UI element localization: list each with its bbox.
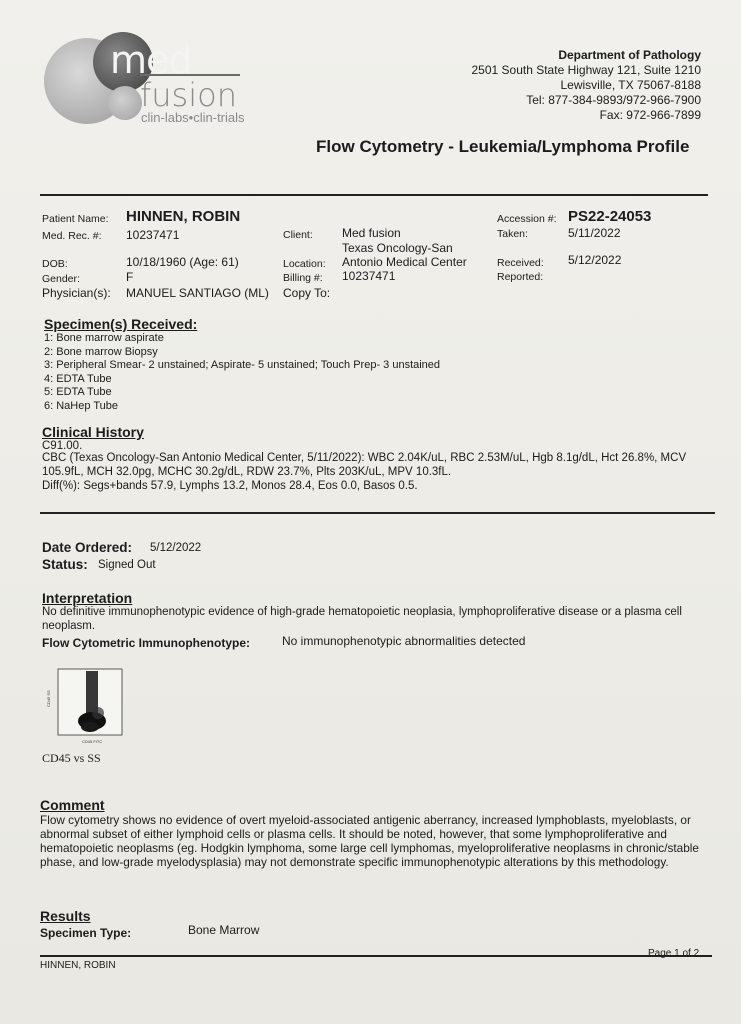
phenotype-label: Flow Cytometric Immunophenotype: [42,636,251,650]
address-line2: Lewisville, TX 75067-8188 [560,78,701,92]
dept-name: Department of Pathology [558,48,701,62]
report-title: Flow Cytometry - Leukemia/Lymphoma Profile [316,137,690,156]
patient-name: HINNEN, ROBIN [126,208,241,225]
plot-caption: CD45 vs SS [42,751,101,765]
phenotype-value: No immunophenotypic abnormalities detected [282,634,526,648]
address-line1: 2501 South State Highway 121, Suite 1210 [471,63,701,77]
dob-value: 10/18/1960 (Age: 61) [126,255,239,269]
received-label: Received: [497,257,544,269]
clinical-code: C91.00. [42,440,83,452]
accession-label: Accession #: [497,213,557,225]
plot-xaxis-label: CD45 FITC [82,739,103,744]
logo-fusion: fusion [140,76,237,114]
clinical-cbc: CBC (Texas Oncology-San Antonio Medical Center, 5/11/2022): WBC 2.04K/uL, RBC 2.53M/uL, Hgb 8.1g/dL, Hct 26.8%, MCV 105.9fL, MCH 32.0pg, MCHC 30.2g/dL, RDW 23.7%, Plts 203K/uL, MPV 10.3fL. [42,452,687,478]
specimen-item: 5: EDTA Tube [44,386,112,398]
status-label: Status: [42,557,88,572]
address-tel: Tel: 877-384-9893/972-966-7900 [526,93,701,107]
physician-value: MANUEL SANTIAGO (ML) [126,286,269,300]
physician-label: Physician(s): [42,286,111,300]
comment-heading: Comment [40,797,105,813]
gender-value: F [126,270,134,284]
received-value: 5/12/2022 [568,253,622,267]
specimen-type-value: Bone Marrow [188,923,260,937]
medrec-value: 10237471 [126,228,180,242]
location-label: Location: [283,258,326,270]
logo-circle-small [108,86,142,120]
specimen-item: 2: Bone marrow Biopsy [44,345,158,358]
plot-yaxis-label: CD45 SS [46,690,51,707]
cd45-ss-plot [46,665,126,749]
date-ordered-label: Date Ordered: [42,540,133,555]
reported-label: Reported: [497,271,544,283]
specimens-list [44,332,440,413]
specimen-item: 4: EDTA Tube [44,372,112,385]
billing-label: Billing #: [283,272,323,284]
results-heading: Results [40,908,91,924]
specimen-type-label: Specimen Type: [40,926,132,940]
date-ordered-value: 5/12/2022 [150,542,202,554]
logo-med: med [110,38,192,82]
client-value-1: Med fusion [342,226,401,240]
interpretation-heading: Interpretation [42,590,133,606]
clinical-diff: Diff(%): Segs+bands 57.9, Lymphs 13.2, Monos 28.4, Eos 0.0, Basos 0.5. [42,480,418,492]
location-value: Antonio Medical Center [342,255,467,269]
status-value: Signed Out [98,559,156,571]
specimen-item: 3: Peripheral Smear- 2 unstained; Aspirate- 5 unstained; Touch Prep- 3 unstained [44,359,441,371]
medrec-label: Med. Rec. #: [42,230,102,242]
specimen-item: 6: NaHep Tube [44,399,118,412]
client-value-2: Texas Oncology-San [342,241,453,255]
taken-value: 5/11/2022 [568,226,621,240]
comment-text: Flow cytometry shows no evidence of overt myeloid-associated antigenic aberrancy, increased lymphoblasts, myeloblasts, or abnormal subset of either lymphoid cells or plasma cells. It should be noted, however, that some lymphoproliferative and hematopoietic neoplasms (eg. Hodgkin lymphoma, some large cell lymphomas, myeloproliferative neoplasms in chronic/stable phase, and low-grade myelodysplasia) may not demonstrate specific immunophenotypic alterations by this methodology. [40,813,699,869]
gender-label: Gender: [42,273,80,285]
interpretation-text: No definitive immunophenotypic evidence of high-grade hematopoietic neoplasia, lymphoproliferative disease or a plasma cell neoplasm. [42,606,682,632]
footer-name: HINNEN, ROBIN [40,960,116,971]
divider-top [40,194,708,196]
taken-label: Taken: [497,228,528,240]
specimen-item: 1: Bone marrow aspirate [44,332,164,344]
footer-page: Page 1 of 2 [648,948,700,959]
dob-label: DOB: [42,258,68,270]
address-fax: Fax: 972-966-7899 [599,108,701,122]
billing-value: 10237471 [342,269,396,283]
copyto-label: Copy To: [283,286,331,300]
clinical-heading: Clinical History [42,424,144,440]
patient-name-label: Patient Name: [42,213,109,225]
divider-middle [40,512,715,514]
client-label: Client: [283,229,313,241]
divider-footer [40,955,712,957]
logo-subtitle: clin-labs•clin-trials [141,110,245,125]
specimens-heading: Specimen(s) Received: [44,316,198,332]
accession-value: PS22-24053 [568,208,652,225]
